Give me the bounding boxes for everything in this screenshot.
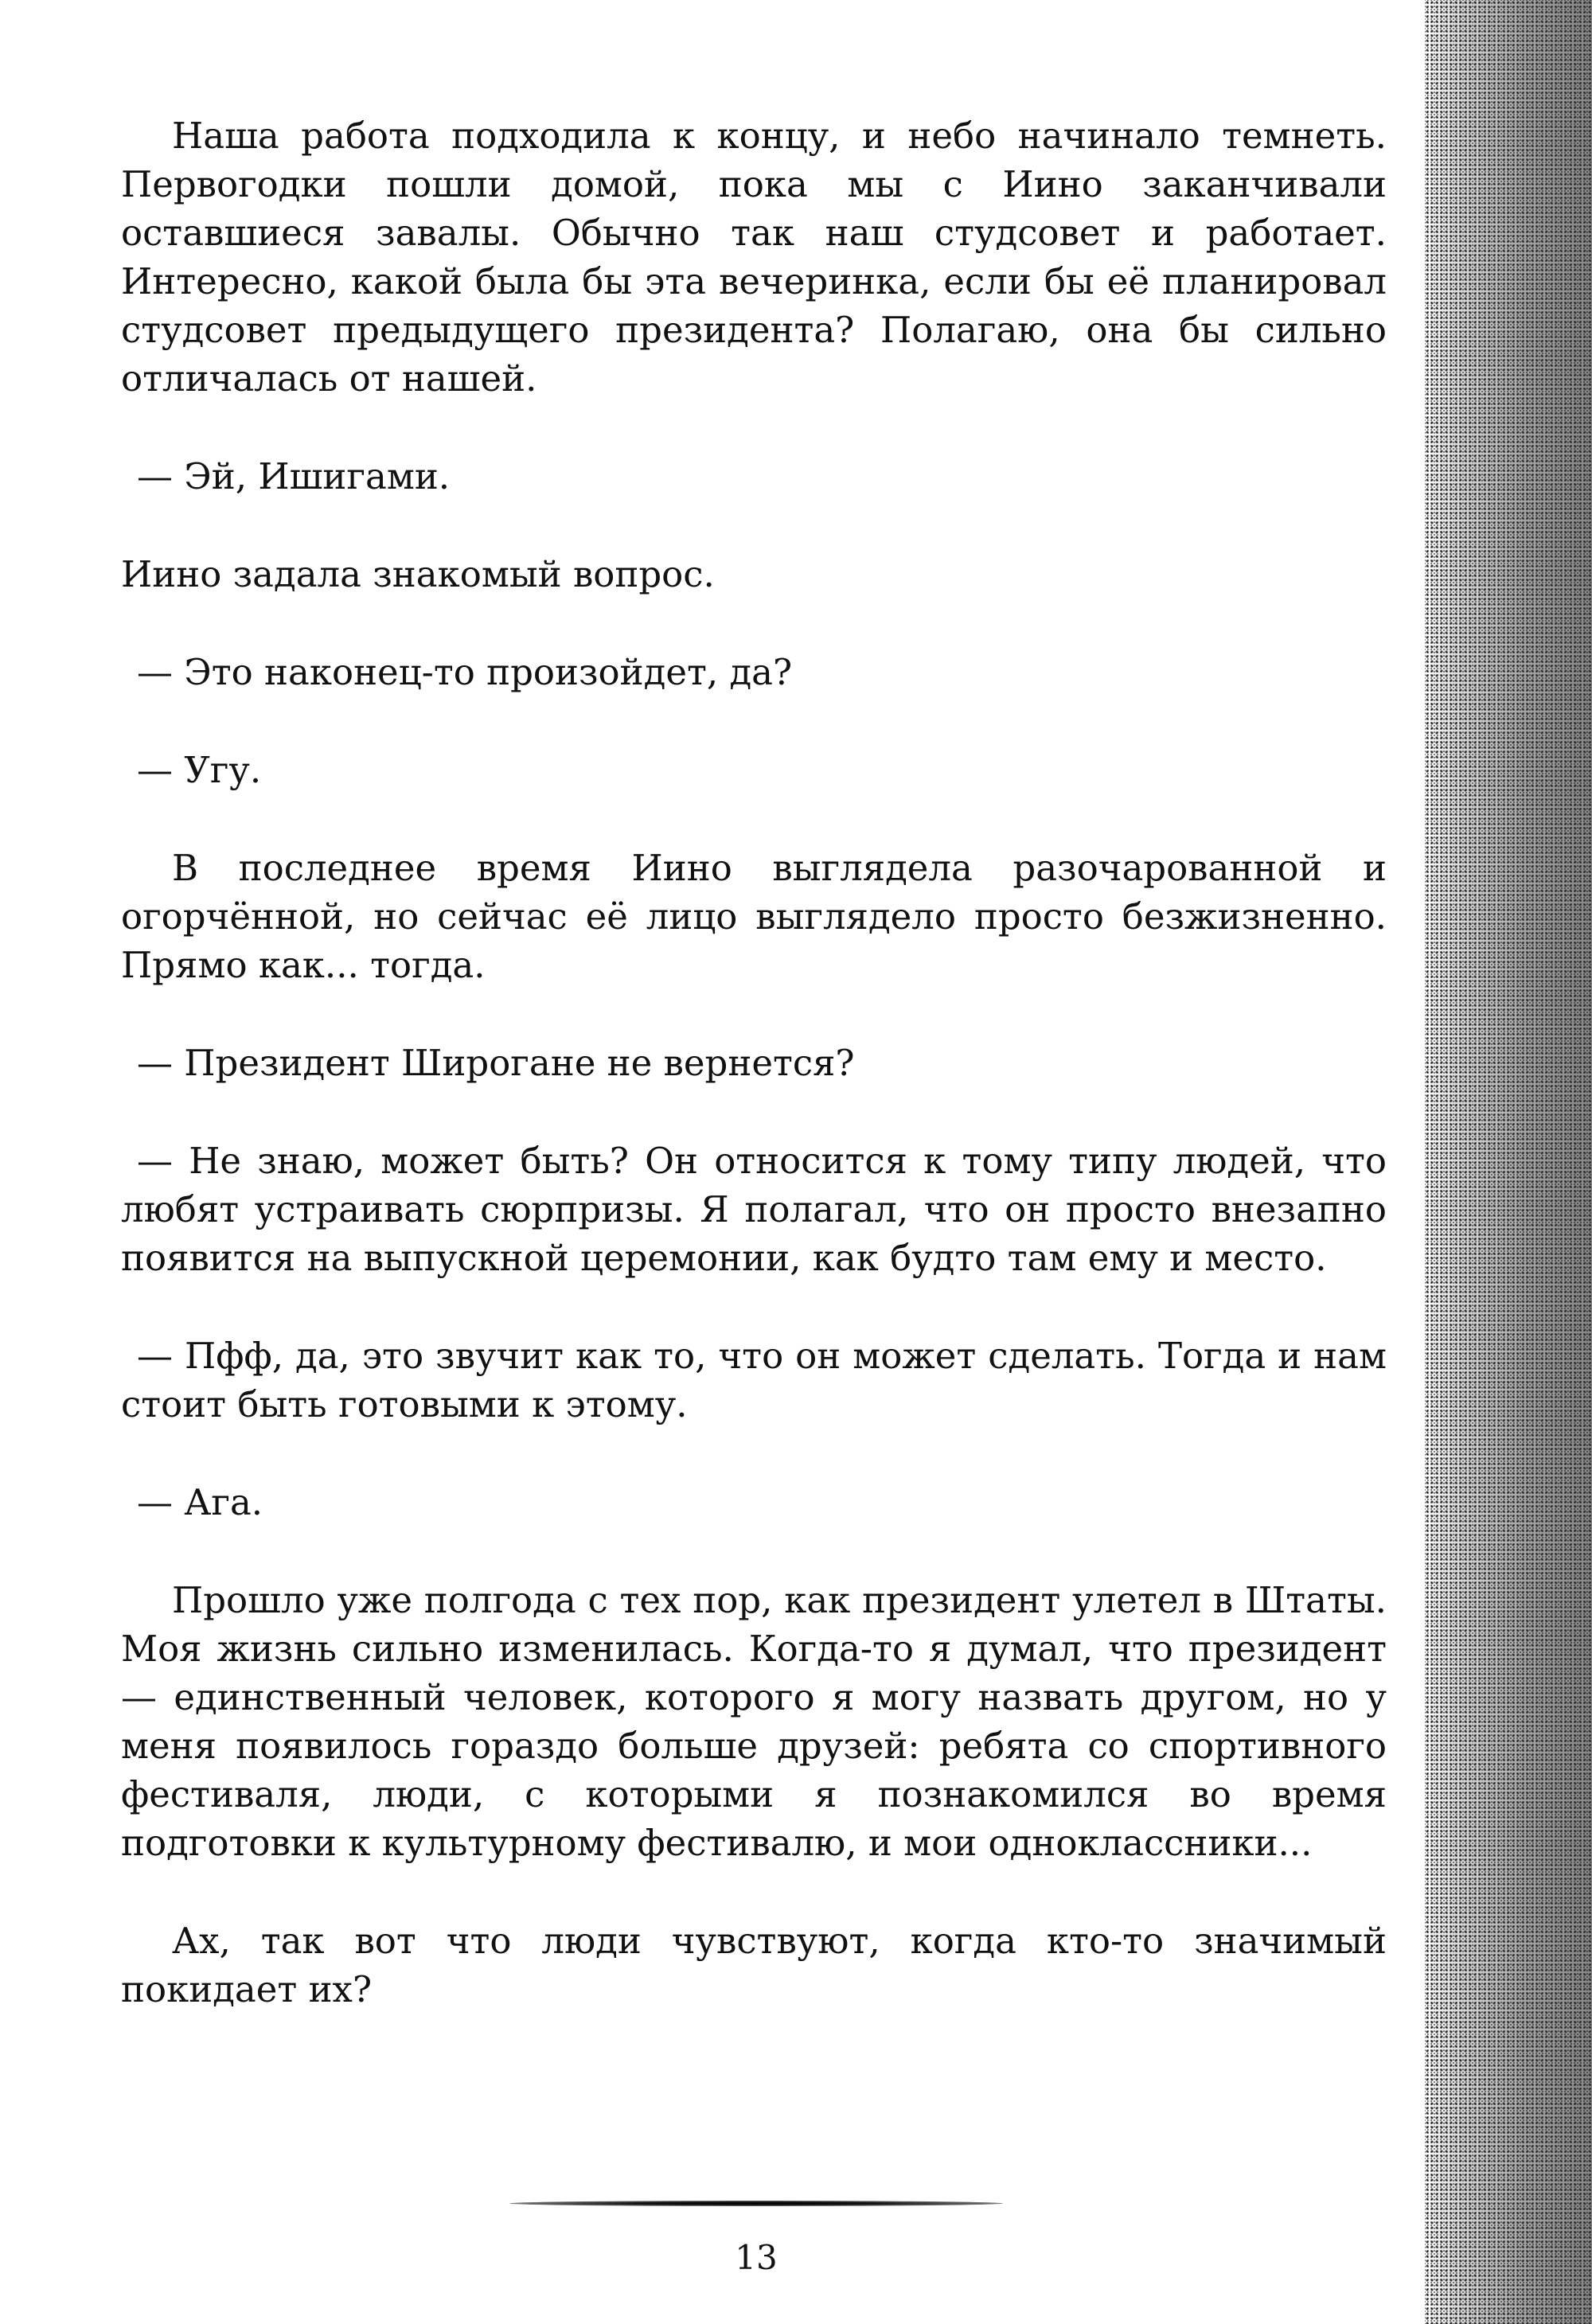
dialogue-line-5: — Не знаю, может быть? Он относится к тому типу людей, что любят устраивать сюрпризы. Я полагал, что он просто внезапно появится на выпускной церемонии, как будто там ему и место. <box>121 1140 1387 1279</box>
paragraph-3: В последнее время Иино выглядела разочарованной и огорчённой, но сейчас её лицо выглядело просто безжизненно. Прямо как... тогда. <box>121 847 1387 986</box>
halftone-edge-decoration <box>1425 0 1592 2324</box>
dialogue-line-6: — Пфф, да, это звучит как то, что он может сделать. Тогда и нам стоит быть готовыми к этому. <box>121 1335 1387 1425</box>
dialogue-line-7: — Ага. <box>137 1481 263 1523</box>
dialogue-line-3: — Угу. <box>137 749 262 791</box>
paragraph-5: Ах, так вот что люди чувствуют, когда кто-то значимый покидает их? <box>121 1920 1387 2010</box>
body-text <box>121 111 1387 2063</box>
page-number: 13 <box>735 2238 778 2277</box>
dialogue-line-1: — Эй, Ишигами. <box>137 455 451 497</box>
dialogue-line-2: — Это наконец-то произойдет, да? <box>137 651 793 693</box>
dialogue-line-4: — Президент Широгане не вернется? <box>137 1042 855 1084</box>
footer-divider-line <box>509 2201 1003 2206</box>
paragraph-2: Иино задала знакомый вопрос. <box>121 553 715 595</box>
paragraph-1: Наша работа подходила к концу, и небо начинало темнеть. Первогодки пошли домой, пока мы с Иино заканчивали оставшиеся завалы. Обычно так наш студсовет и работает. Интересно, какой была бы эта вечеринка, если бы её планировал студсовет предыдущего президента? Полагаю, она бы сильно отличалась от нашей. <box>121 115 1387 400</box>
paragraph-4: Прошло уже полгода с тех пор, как президент улетел в Штаты. Моя жизнь сильно изменилась. Когда-то я думал, что президент — единственный человек, которого я могу назвать другом, но у меня появилось гораздо больше друзей: ребята со спортивного фестиваля, люди, с которыми я познакомился во время подготовки к культурному фестивалю, и мои одноклассники... <box>121 1579 1387 1864</box>
